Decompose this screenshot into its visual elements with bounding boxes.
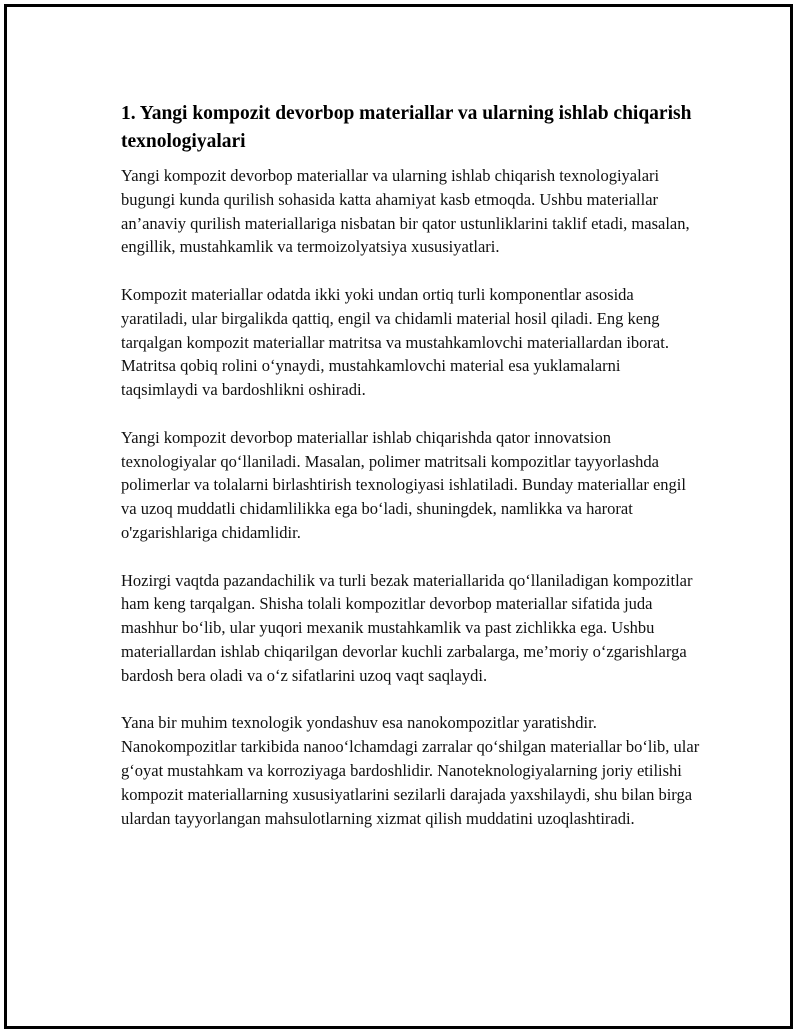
page-frame — [4, 4, 793, 1029]
section-heading: 1. Yangi kompozit devorbop materiallar va ularning ishlab chiqarish texnologiyalari — [121, 103, 692, 152]
paragraph-1: Yangi kompozit devorbop materiallar va ularning ishlab chiqarish texnologiyalari bugungi kunda qurilish sohasida katta ahamiyat kasb etmoqda. Ushbu materiallar an’anaviy qurilish materiallariga nisbatan bir qator ustunliklarini taklif etadi, masalan, engillik, mustahkamlik va termoizolyatsiya xususiyatlari. — [121, 166, 690, 257]
paragraph-2: Kompozit materiallar odatda ikki yoki undan ortiq turli komponentlar asosida yaratiladi, ular birgalikda qattiq, engil va chidamli material hosil qiladi. Eng keng tarqalgan kompozit materiallar matritsa va mustahkamlovchi materiallardan iborat. Matritsa qobiq rolini o‘ynaydi, mustahkamlovchi material esa yuklamalarni taqsimlaydi va bardoshlikni oshiradi. — [121, 284, 669, 400]
paragraph-3: Yangi kompozit devorbop materiallar ishlab chiqarishda qator innovatsion texnologiyalar qo‘llaniladi. Masalan, polimer matritsali kompozitlar tayyorlashda polimerlar va tolalarni birlashtirish texnologiyasi ishlatiladi. Bunday materiallar engil va uzoq muddatli chidamlilikka ega bo‘ladi, shuningdek, namlikka va harorat o'zgarishlariga chidamlidir. — [121, 427, 686, 542]
paragraph-5: Yana bir muhim texnologik yondashuv esa nanokompozitlar yaratishdir. Nanokompozitlar tarkibida nanoo‘lchamdagi zarralar qo‘shilgan materiallar bo‘lib, ular g‘oyat mustahkam va korroziyaga bardoshlidir. Nanoteknologiyalarning joriy etilishi kompozit materiallarning xususiyatlarini sezilarli darajada yaxshilaydi, shu bilan birga ulardan tayyorlangan mahsulotlarning xizmat qilish muddatini uzoqlashtiradi. — [121, 713, 700, 828]
document-body — [121, 100, 701, 854]
paragraph-4: Hozirgi vaqtda pazandachilik va turli bezak materiallarida qo‘llaniladigan kompozitlar ham keng tarqalgan. Shisha tolali kompozitlar devorbop materiallar sifatida juda mashhur bo‘lib, ular yuqori mexanik mustahkamlik va past zichlikka ega. Ushbu materiallardan ishlab chiqarilgan devorlar kuchli zarbalarga, me’moriy o‘zgarishlarga bardosh bera oladi va o‘z sifatlarini uzoq vaqt saqlaydi. — [121, 570, 693, 685]
